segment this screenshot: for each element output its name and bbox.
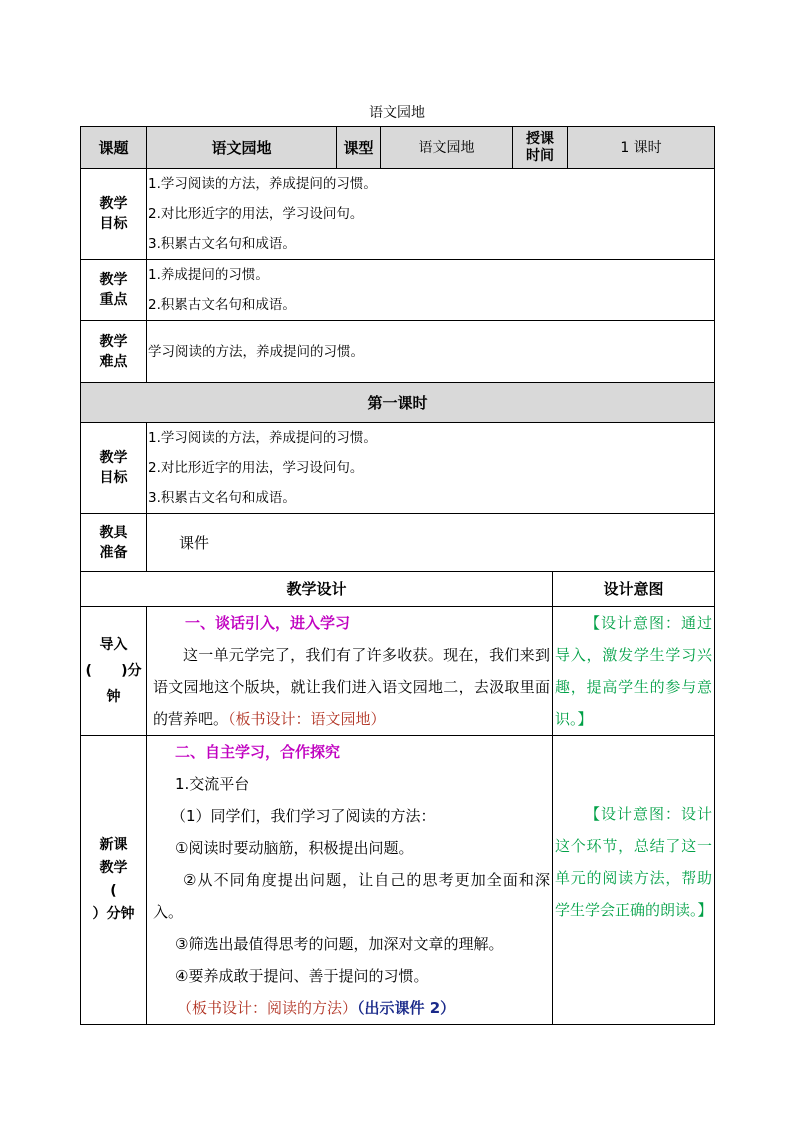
- new-lesson-label-1: 新课: [99, 837, 128, 853]
- key-points-content: [147, 260, 715, 321]
- topic-label: 课题: [81, 127, 147, 169]
- tools-label-2: 准备: [99, 544, 128, 561]
- difficulty-label-1: 教学: [99, 333, 128, 350]
- method-item: ②从不同角度提出问题，让自己的思考更加全面和深入。: [153, 871, 550, 921]
- key-points-row: [81, 260, 715, 321]
- new-lesson-intent-cell: [553, 736, 715, 1025]
- difficulty-text: 学习阅读的方法，养成提问的习惯。: [148, 343, 364, 360]
- lesson1-title-row: [81, 383, 715, 423]
- document-title: 语文园地: [369, 105, 425, 121]
- tools-label: [81, 514, 147, 572]
- key-label-1: 教学: [99, 272, 128, 288]
- intro-content: [147, 607, 553, 736]
- intro-label-3: 钟: [106, 689, 121, 705]
- lesson1-goals-label-1: 教学: [99, 450, 128, 466]
- topic-value: 语文园地: [147, 127, 337, 169]
- new-lesson-board-line: [147, 992, 552, 1024]
- goal-item: 1.学习阅读的方法，养成提问的习惯。: [148, 176, 377, 192]
- tools-label-1: 教具: [99, 524, 128, 541]
- new-lesson-label: [81, 736, 147, 1025]
- intro-board-note: （板书设计：语文园地）: [228, 710, 386, 728]
- lesson1-goals-label: [81, 423, 147, 514]
- difficulty-content: [147, 321, 715, 383]
- tools-row: [81, 514, 715, 572]
- intro-label-1: 导入: [99, 637, 128, 653]
- goal-item: 1.学习阅读的方法，养成提问的习惯。: [148, 430, 377, 446]
- intro-heading: 一、谈话引入，进入学习: [185, 614, 351, 632]
- time-label-line-2: 时间: [526, 147, 554, 164]
- design-intent-header: 设计意图: [553, 572, 715, 607]
- difficulty-label: [81, 321, 147, 383]
- new-lesson-row: [81, 736, 715, 1025]
- new-lesson-board-note: （板书设计：阅读的方法）: [177, 999, 358, 1017]
- overview-goals-row: [81, 169, 715, 260]
- goal-item: 3.积累古文名句和成语。: [148, 490, 296, 506]
- key-point-item: 1.养成提问的习惯。: [148, 267, 269, 283]
- lesson1-goals-row: [81, 423, 715, 514]
- teaching-design-header: 教学设计: [81, 572, 553, 607]
- key-label-2: 重点: [99, 292, 128, 308]
- design-header-row: [81, 572, 715, 607]
- time-value: 1 课时: [568, 127, 715, 169]
- time-label-line-1: 授课: [526, 130, 554, 147]
- new-lesson-label-4: ）分钟: [92, 906, 135, 922]
- intro-label: [81, 607, 147, 736]
- new-lesson-label-2: 教学: [99, 860, 128, 876]
- goal-item: 3.积累古文名句和成语。: [148, 236, 296, 252]
- header-row: [81, 127, 715, 169]
- time-label: [513, 127, 568, 169]
- goal-item: 2.对比形近字的用法，学习设问句。: [148, 460, 364, 476]
- new-lesson-intent: 【设计意图：设计这个环节，总结了这一单元的阅读方法，帮助学生学会正确的朗读。】: [555, 805, 713, 919]
- lesson-plan-table: [80, 126, 715, 1025]
- lesson1-goals-content: [147, 423, 715, 514]
- difficulty-row: [81, 321, 715, 383]
- difficulty-label-2: 难点: [99, 353, 128, 370]
- intro-intent: 【设计意图：通过导入，激发学生学习兴趣，提高学生的参与意识。】: [555, 614, 712, 728]
- overview-goals-label-2: 目标: [99, 216, 128, 232]
- lesson1-goals-label-2: 目标: [99, 470, 128, 486]
- overview-goals-label-1: 教学: [99, 196, 128, 212]
- new-lesson-content: [147, 736, 553, 1025]
- goal-item: 2.对比形近字的用法，学习设问句。: [148, 206, 364, 222]
- tools-value: 课件: [147, 514, 715, 572]
- intro-row: [81, 607, 715, 736]
- lesson1-title: 第一课时: [81, 383, 715, 423]
- type-value: 语文园地: [381, 127, 513, 169]
- method-item: ④要养成敢于提问、善于提问的习惯。: [175, 967, 429, 985]
- courseware-note: （出示课件 2）: [357, 999, 456, 1017]
- overview-goals-label: [81, 169, 147, 260]
- intro-paragraph: [147, 639, 552, 735]
- key-point-item: 2.积累古文名句和成语。: [148, 297, 296, 313]
- intro-label-2: ( )分: [85, 663, 142, 679]
- method-item: ①阅读时要动脑筋，积极提出问题。: [175, 839, 414, 857]
- key-points-label: [81, 260, 147, 321]
- exchange-platform: 1.交流平台: [175, 775, 250, 793]
- method-item: ③筛选出最值得思考的问题，加深对文章的理解。: [175, 935, 504, 953]
- new-lesson-heading: 二、自主学习，合作探究: [175, 743, 341, 761]
- new-lesson-label-3: (: [110, 883, 117, 899]
- type-label: 课型: [337, 127, 381, 169]
- overview-goals-content: [147, 169, 715, 260]
- intro-text: 这一单元学完了，我们有了许多收获。现在，我们来到语文园地这个版块，就让我们进入语文园地二，去汲取里面的营养吧。: [153, 646, 550, 728]
- reading-methods-intro: （1）同学们，我们学习了阅读的方法：: [171, 807, 436, 825]
- intro-intent-cell: [553, 607, 715, 736]
